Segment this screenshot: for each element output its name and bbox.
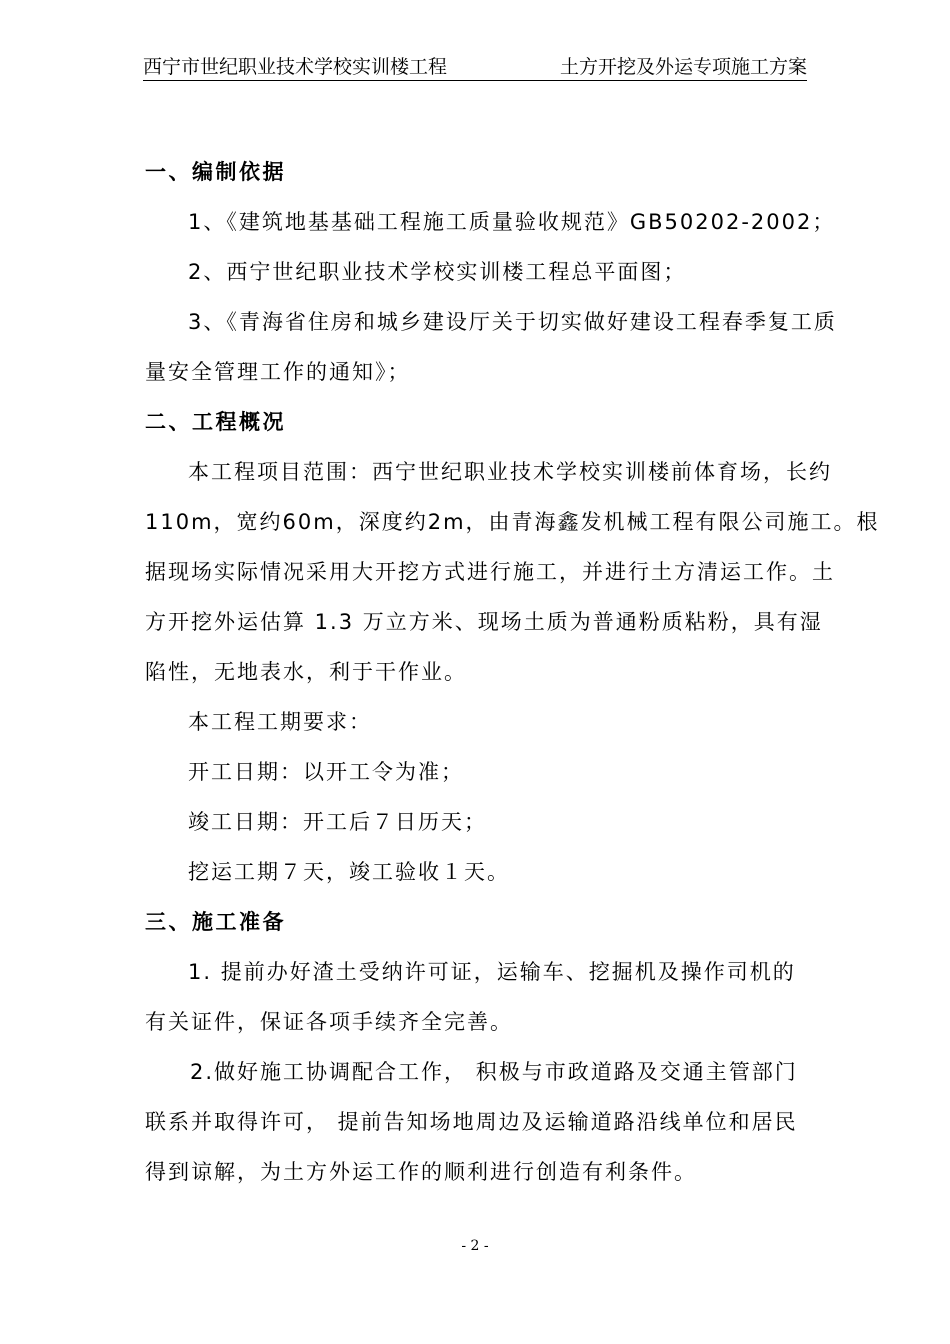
page-number: - 2 - bbox=[461, 1238, 489, 1254]
overview-para-line: 本工程项目范围：西宁世纪职业技术学校实训楼前体育场，长约 bbox=[188, 460, 832, 484]
overview-para-line: 陷性，无地表水，利于干作业。 bbox=[145, 660, 467, 684]
header-project-title: 西宁市世纪职业技术学校实训楼工程 bbox=[143, 56, 448, 78]
header-document-title: 土方开挖及外运专项施工方案 bbox=[559, 56, 807, 78]
schedule-duration: 挖运工期７天，竣工验收１天。 bbox=[188, 860, 510, 884]
section-heading-overview: 二、工程概况 bbox=[145, 410, 286, 434]
preparation-item-2: 2.做好施工协调配合工作， 积极与市政道路及交通主管部门 bbox=[190, 1060, 798, 1084]
section-heading-basis: 一、编制依据 bbox=[145, 160, 286, 184]
basis-item-1: 1、《建筑地基基础工程施工质量验收规范》GB50202-2002； bbox=[188, 210, 836, 234]
preparation-item-2-cont: 联系并取得许可， 提前告知场地周边及运输道路沿线单位和居民 bbox=[145, 1110, 798, 1134]
overview-para-line: 方开挖外运估算 1.3 万立方米、现场土质为普通粉质粘粉，具有湿 bbox=[145, 610, 823, 634]
basis-item-3: 3、《青海省住房和城乡建设厅关于切实做好建设工程春季复工质 bbox=[188, 310, 837, 334]
basis-item-3-cont: 量安全管理工作的通知》； bbox=[145, 360, 411, 384]
schedule-start-date: 开工日期：以开工令为准； bbox=[188, 760, 464, 784]
preparation-item-2-cont: 得到谅解，为土方外运工作的顺利进行创造有利条件。 bbox=[145, 1160, 697, 1184]
section-heading-preparation: 三、施工准备 bbox=[145, 910, 286, 934]
schedule-heading: 本工程工期要求： bbox=[188, 710, 372, 734]
overview-para-line: 据现场实际情况采用大开挖方式进行施工，并进行土方清运工作。土 bbox=[145, 560, 835, 584]
schedule-completion-date: 竣工日期：开工后７日历天； bbox=[188, 810, 487, 834]
preparation-item-1-cont: 有关证件，保证各项手续齐全完善。 bbox=[145, 1010, 513, 1034]
page-header bbox=[143, 50, 807, 81]
basis-item-2: 2、西宁世纪职业技术学校实训楼工程总平面图； bbox=[188, 260, 687, 284]
overview-para-line: 110m，宽约60m，深度约2m，由青海鑫发机械工程有限公司施工。根 bbox=[145, 510, 880, 534]
preparation-item-1: 1. 提前办好渣土受纳许可证，运输车、挖掘机及操作司机的 bbox=[188, 960, 796, 984]
